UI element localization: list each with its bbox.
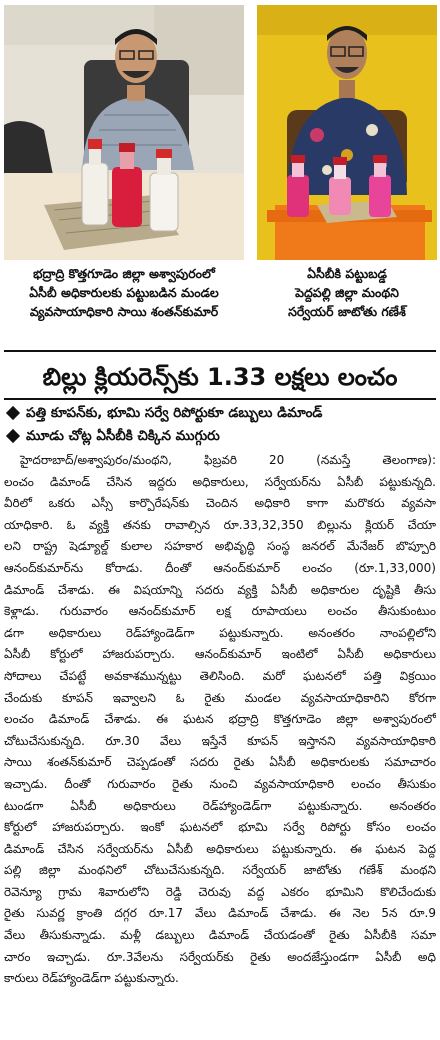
sub-heading-text: మూడు చోట్ల ఏసీబీకి చిక్కిన ముగ్గురు	[26, 428, 220, 444]
body-line: పల్లి జిల్లా మంథనిలో చోటుచేసుకున్నది. సర్వేయర్ జాటోతు గణేశ్ మంథని	[4, 863, 436, 878]
caption-line: పెద్దపల్లి జిల్లా మంథని	[295, 285, 399, 300]
body-line: వీరిలో ఒకరు ఎస్సీ కార్పొరేషన్‌కు చెందిన అధికారి కాగా మరొకరు వ్యవసా	[4, 496, 436, 511]
caption-line: సర్వేయర్ జాటోతు గణేశ్	[288, 304, 406, 319]
divider-headline	[4, 398, 436, 400]
surveyor-photo-image	[257, 5, 437, 260]
body-line: లని రాష్ట్ర షెడ్యూల్డ్ కులాల సహకార అభివృద్ధి సంస్థ జనరల్ మేనేజర్ బొప్పూరి	[4, 539, 436, 554]
caption-line: వ్యవసాయాధికారి సాయి శంతన్‌కుమార్	[29, 304, 219, 319]
photo-right	[257, 5, 437, 260]
sub-heading-bullet	[6, 402, 322, 424]
body-line: కోర్టులో హాజరుపర్చారు. ఇంకో ఘటనలో భూమి సర్వే రిపోర్టు కోసం లంచం	[4, 820, 436, 835]
body-line: లంచం డిమాండ్ చేశాడు. ఈ ఘటన భద్రాద్రి కొత్తగూడెం జిల్లా అశ్వాపురంలో	[4, 712, 436, 727]
body-line: రైతు సువర్ణ క్రాంతి దగ్గర రూ.17 వేలు డిమాండ్ చేశాడు. ఈ నెల 5న రూ.9	[4, 906, 436, 921]
body-line: కెళ్లాడు. గురువారం ఆనంద్‌కుమార్ లక్ష రూపాయలు లంచం తీసుకుంటుం	[4, 604, 436, 619]
body-line: డిమాండ్ చేశాడు. ఈ విషయాన్ని సదరు వ్యక్తి ఏసీబీ అధికారుల దృష్టికి తీసు	[4, 582, 436, 597]
body-line: యాధికారి. ఓ వ్యక్తి తనకు రావాల్సిన రూ.33,32,350 బిల్లును క్లియర్ చేయా	[4, 517, 436, 532]
body-line: చోటుచేసుకున్నది. రూ.30 వేలు ఇస్తేనే కూపన్ ఇస్తానని వ్యవసాయాధికారి	[4, 733, 436, 748]
body-line: టుండగా ఏసీబీ అధికారులు రెడ్‌హ్యాండెడ్‌గా పట్టుకున్నారు. అనంతరం	[4, 798, 436, 813]
headline: బిల్లు క్లియరెన్స్‌కు 1.33 లక్షలు లంచం	[42, 363, 398, 391]
diamond-bullet-icon	[6, 406, 20, 420]
caption-line: ఏసీబీకి పట్టుబడ్డ	[307, 266, 387, 281]
body-line: సోదాలు చేపట్టే అవకాశమున్నట్టు తెలిసింది. మరో ఘటనలో పత్తి విక్రయిం	[4, 668, 436, 683]
sub-heading-bullet	[6, 425, 220, 447]
body-line: చారం ఇచ్చాడు. రూ.3వేలను సర్వేయర్‌కు రైతు అందజేస్తుండగా ఏసీబీ అధి	[4, 949, 436, 964]
body-line: డిమాండ్ చేసిన సర్వేయర్‌ను ఏసీబీ అధికారులు పట్టుకున్నారు. ఈ ఘటన పెద్ద	[4, 841, 436, 856]
photo-left	[4, 5, 244, 260]
body-line: సాయి శంతన్‌కుమార్ చెప్పడంతో సదరు రైతు ఏసీబీ అధికారులకు సమాచారం	[4, 755, 436, 770]
body-line: లంచం డిమాండ్ చేసిన ఇద్దరు అధికారులు, సర్వేయర్‌ను ఏసీబీ పట్టుకున్నది.	[4, 474, 436, 489]
caption-line: భద్రాద్రి కొత్తగూడెం జిల్లా అశ్వాపురంలో	[33, 266, 215, 281]
body-line: రెవెన్యూ గ్రామ శివారులోని రెడ్డి చెరువు వద్ద ఎకరం భూమిని కొలిచేందుకు	[4, 884, 436, 899]
divider-top	[4, 350, 436, 352]
photo-caption-left	[4, 264, 244, 321]
body-line: ఏసీబీ కోర్టులో హాజరుపర్చారు. ఆనంద్‌కుమార్ ఇంటిలో ఏసీబీ అధికారులు	[4, 647, 436, 662]
body-line: కారులు రెడ్‌హ్యాండెడ్‌గా పట్టుకున్నారు.	[4, 971, 179, 986]
diamond-bullet-icon	[6, 429, 20, 443]
body-line: చేందుకు కూపన్ ఇవ్వాలని ఓ రైతు మండల వ్యవసాయాధికారిని కోరగా	[4, 690, 436, 705]
official-photo-image	[4, 5, 244, 260]
body-line: హైదరాబాద్/అశ్వాపురం/మంథని, ఫిబ్రవరి 20 (నమస్తే తెలంగాణ):	[20, 453, 436, 467]
body-line: ఇచ్చాడు. దీంతో గురువారం రైతు నుంచి వ్యవసాయాధికారి లంచం తీసుకుం	[4, 776, 436, 791]
sub-heading-text: పత్తి కూపన్‌కు, భూమి సర్వే రిపోర్టుకూ డబ్బులు డిమాండ్	[26, 405, 323, 421]
body-line: డగా అధికారులు రెడ్‌హ్యాండెడ్‌గా పట్టుకున్నారు. అనంతరం నాంపల్లిలోని	[4, 625, 436, 640]
article-body	[4, 450, 436, 990]
body-line: వేలు తీసుకున్నాడు. మళ్లీ డబ్బులు డిమాండ్ చేయడంతో రైతు ఏసీబీకి సమా	[4, 928, 436, 943]
caption-line: ఏసీబీ అధికారులకు పట్టుబడిన మండల	[29, 285, 219, 300]
photo-caption-right	[257, 264, 437, 321]
body-line: ఆనంద్‌కుమార్‌ను కోరాడు. దీంతో ఆనంద్‌కుమార్ లంచం (రూ.1,33,000)	[4, 560, 436, 575]
